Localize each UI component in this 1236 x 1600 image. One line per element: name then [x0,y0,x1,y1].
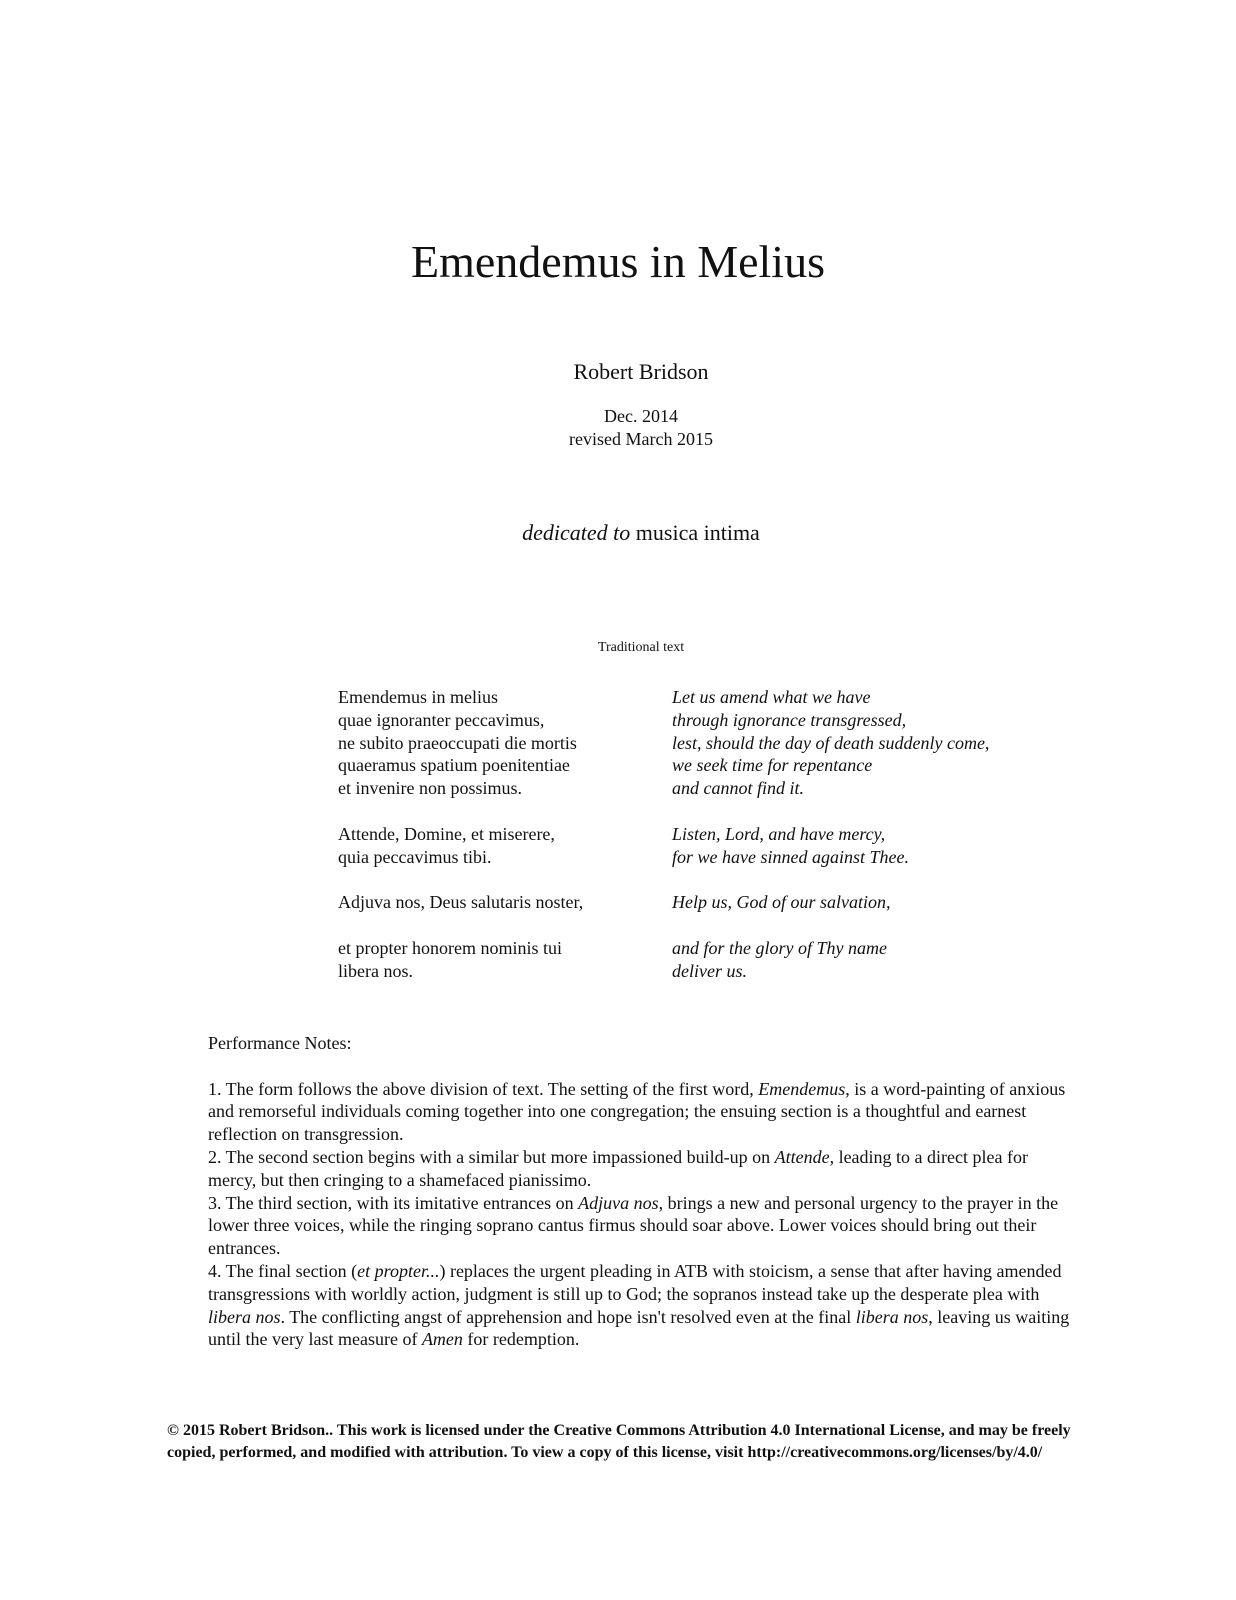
note-text: ) replaces the urgent pleading in ATB with stoicism, a sense that after having amended transgressions with worldly action, judgment is still up to God; the sopranos instead take up the desperate plea with [208,1260,1062,1304]
english-line: deliver us. [672,960,747,981]
performance-notes [208,1032,1078,1351]
latin-stanza [338,686,583,800]
note-emphasis: libera nos [208,1306,281,1327]
dedication [0,518,1236,548]
note-text: , brings a new and personal urgency to the prayer in the lower three voices, while the ringing soprano cantus firmus should soar above. Lower voices should bring out their entrances. [208,1192,1059,1259]
note-emphasis: Amen [421,1329,463,1350]
english-line: for we have sinned against Thee. [672,846,909,867]
latin-line: ne subito praeoccupati die mortis [338,732,577,753]
latin-line: quaeramus spatium poenitentiae [338,755,570,776]
english-stanza [672,686,989,800]
note-text: for redemption. [462,1329,580,1350]
note-text: , leaving us waiting until the very last measure of [208,1306,1070,1350]
english-line: and cannot find it. [672,778,804,799]
english-line: lest, should the day of death suddenly come, [672,732,990,753]
note-text: , is a word-painting of anxious and remorseful individuals coming together into one congregation; the ensuing section is a thoughtful and earnest reflection on transgression. [208,1078,1066,1145]
english-line: and for the glory of Thy name [672,937,887,958]
note-text: 1. The form follows the above division of text. The setting of the first word, [208,1078,759,1099]
license-line: copied, performed, and modified with attribution. To view a copy of this license, visit http://creativecommons.org/licenses/by/4.0/ [167,1444,1043,1461]
composition-date: Dec. 2014 [604,406,678,426]
note-emphasis: Adjuva nos [578,1192,659,1213]
revision-date: revised March 2015 [569,429,713,449]
notes-heading: Performance Notes: [208,1033,352,1053]
latin-line: quae ignoranter peccavimus, [338,709,545,730]
note-emphasis: Emendemus [758,1078,846,1099]
license-line: © 2015 Robert Bridson.. This work is licensed under the Creative Commons Attribution 4.0 International License, and may be freely [167,1422,1071,1439]
english-stanza [672,891,989,914]
latin-stanza [338,937,583,983]
license-footer [167,1420,1127,1464]
note-item-1 [208,1078,1078,1146]
english-line: Listen, Lord, and have mercy, [672,823,886,844]
latin-text-column [338,686,583,1005]
note-text: 3. The third section, with its imitative entrances on [208,1192,579,1213]
english-line: through ignorance transgressed, [672,709,907,730]
latin-line: Emendemus in melius [338,687,498,707]
english-translation-column [672,686,989,1005]
note-emphasis: Attende [774,1146,830,1167]
note-text: , leading to a direct plea for mercy, but then cringing to a shamefaced pianissimo. [208,1146,1028,1190]
text-source: Traditional text [597,640,685,655]
note-emphasis: libera nos [855,1306,929,1327]
note-item-4 [208,1260,1078,1351]
dedication-prefix: dedicated to [522,520,631,545]
date-block [0,405,1236,451]
latin-line: et invenire non possimus. [338,778,522,799]
latin-line: et propter honorem nominis tui [338,937,562,958]
latin-stanza [338,823,583,869]
dedicatee: musica intima [635,520,760,545]
latin-line: Attende, Domine, et miserere, [338,823,555,844]
english-line: Let us amend what we have [672,687,871,707]
composer-name: Robert Bridson [573,359,709,384]
latin-line: Adjuva nos, Deus salutaris noster, [338,892,584,913]
note-item-3 [208,1192,1078,1260]
note-text: 4. The final section ( [208,1260,358,1281]
note-emphasis: et propter... [357,1260,440,1281]
latin-line: libera nos. [338,960,413,981]
note-text: 2. The second section begins with a similar but more impassioned build-up on [208,1146,775,1167]
english-line: we seek time for repentance [672,755,873,776]
english-stanza [672,937,989,983]
note-item-2 [208,1146,1078,1192]
note-text: . The conflicting angst of apprehension and hope isn't resolved even at the final [280,1306,856,1327]
latin-stanza [338,891,583,914]
latin-line: quia peccavimus tibi. [338,846,492,867]
english-line: Help us, God of our salvation, [672,892,891,913]
page-title: Emendemus in Melius [411,236,825,287]
english-stanza [672,823,989,869]
